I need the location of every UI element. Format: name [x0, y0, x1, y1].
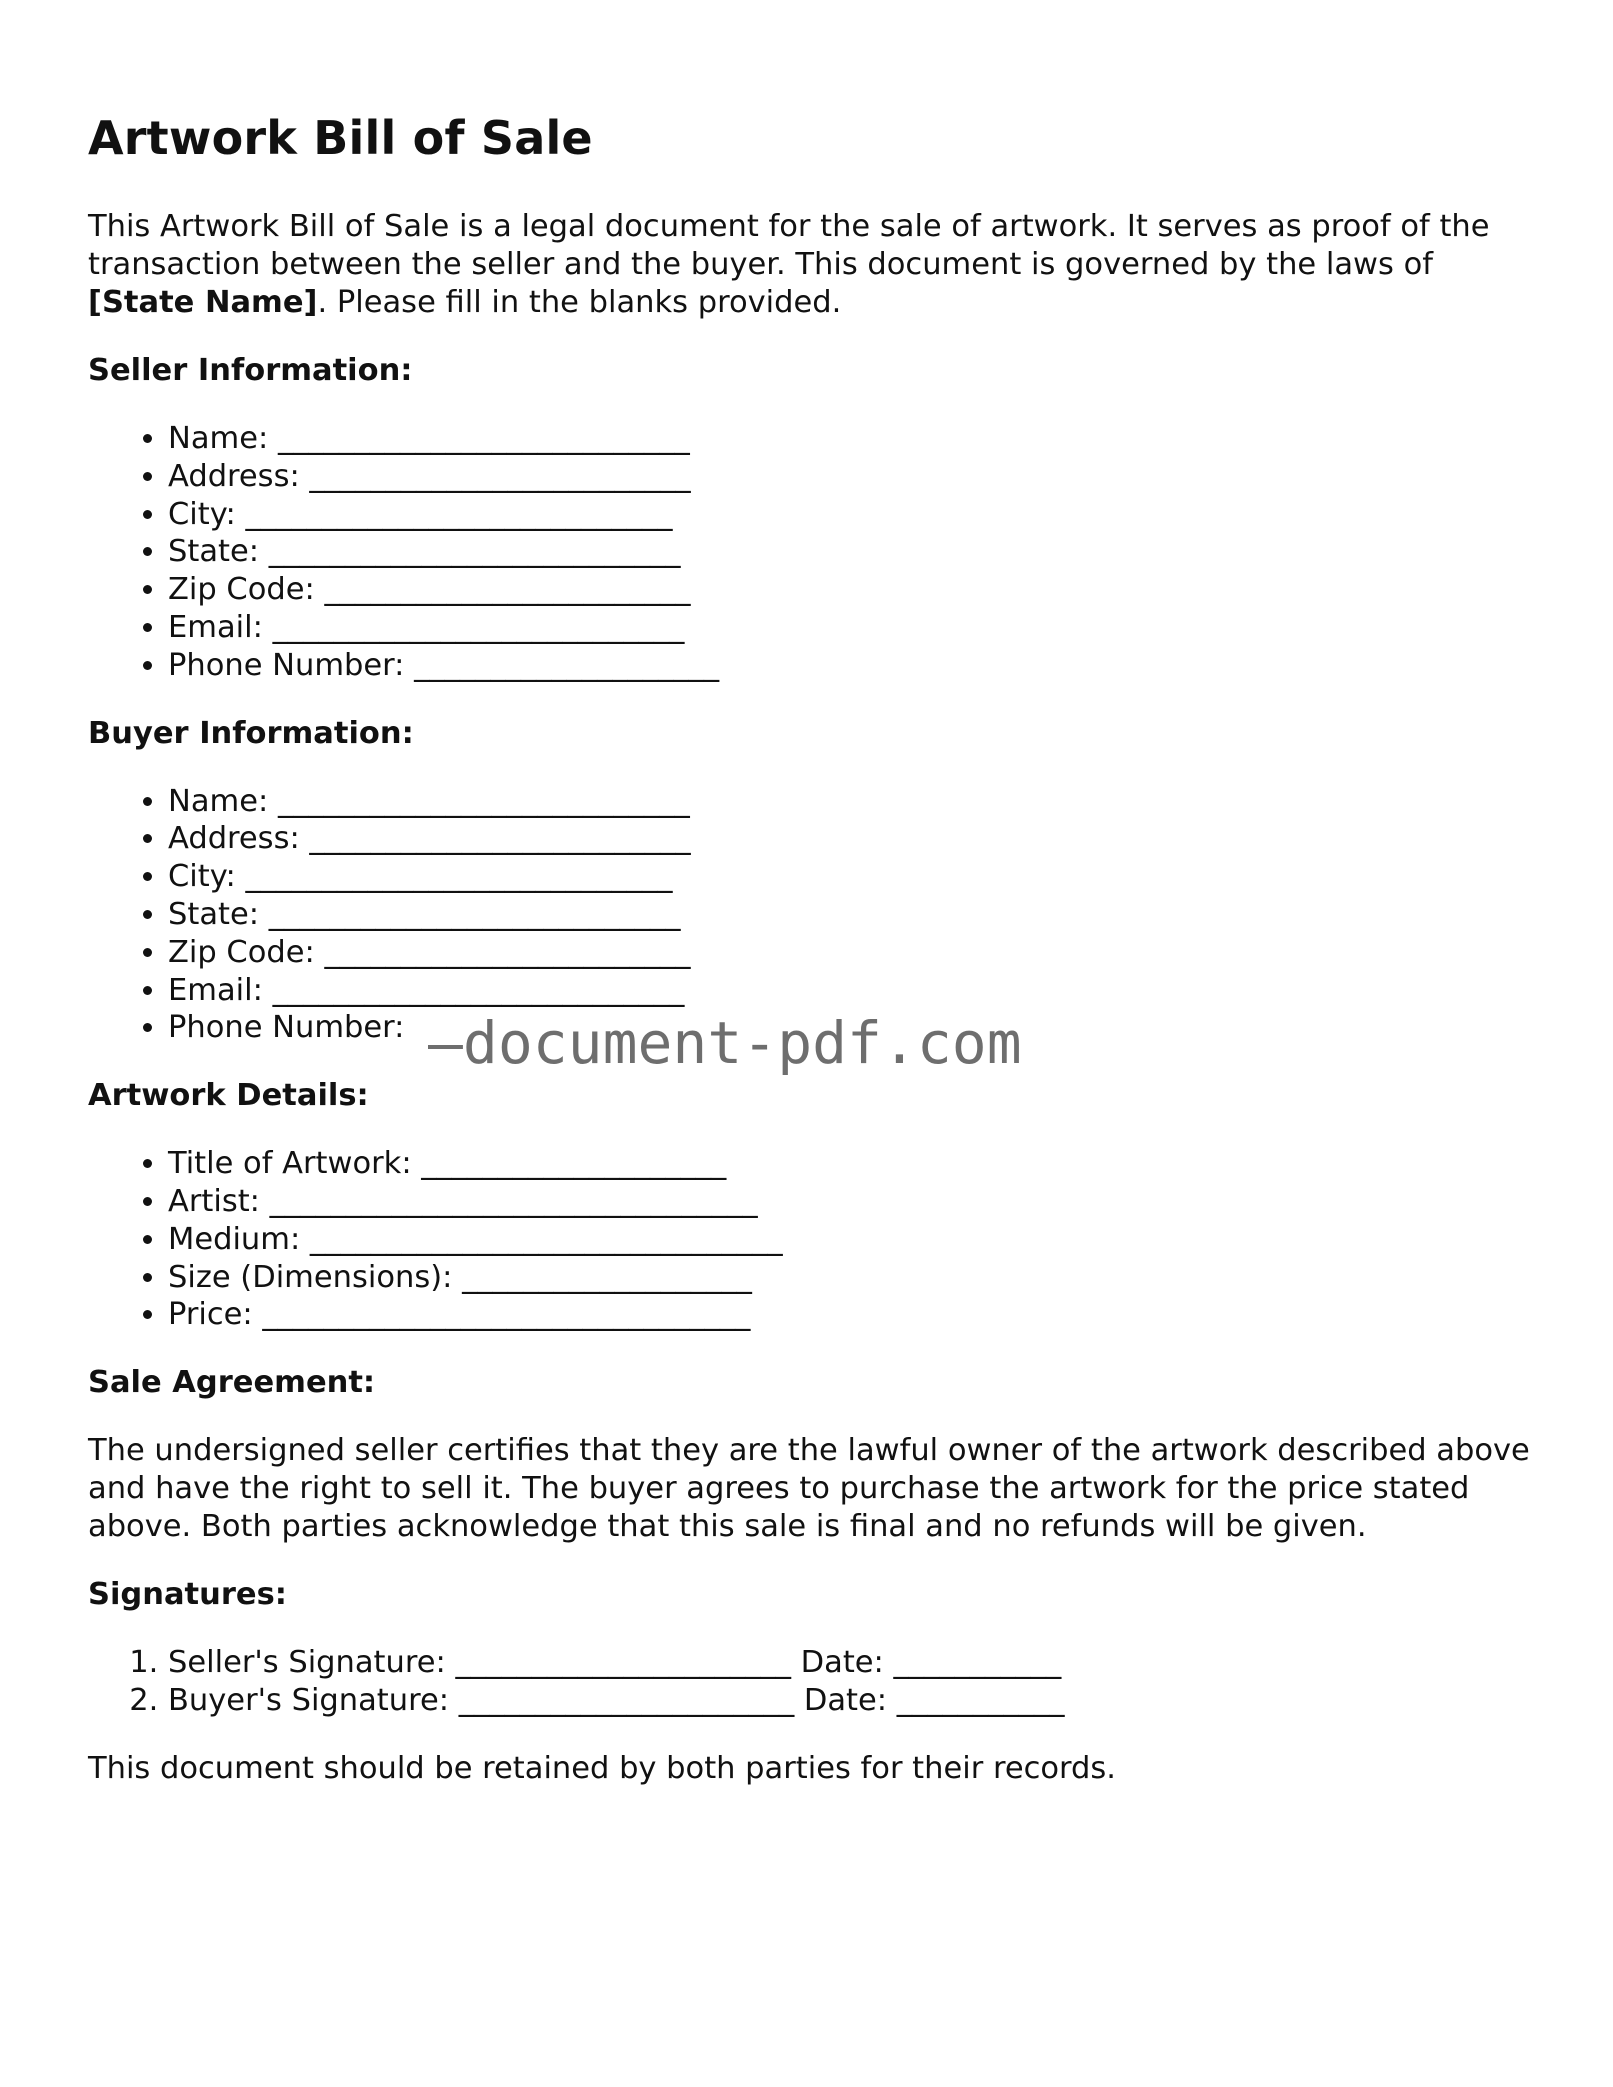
buyer-state-field[interactable]: • State: ___________________________	[168, 896, 1538, 934]
buyer-zip-field[interactable]: • Zip Code: ________________________	[168, 934, 1538, 972]
artwork-price-field[interactable]: • Price: ________________________________	[168, 1296, 1538, 1334]
seller-address-field[interactable]: • Address: _________________________	[168, 458, 1538, 496]
seller-name-field[interactable]: • Name: ___________________________	[168, 420, 1538, 458]
seller-heading: Seller Information:	[88, 353, 413, 388]
buyer-name-field[interactable]: • Name: ___________________________	[168, 783, 1538, 821]
agreement-text: The undersigned seller certifies that they are the lawful owner of the artwork described above and have the right to sell it. The buyer agrees to purchase the artwork for the price stated above. Both parties acknowledge that this sale is final and no refunds will be given.	[88, 1433, 1530, 1545]
seller-signature-line[interactable]: 1. Seller's Signature: ______________________ Date: ___________	[168, 1644, 1538, 1682]
closing-note: This document should be retained by both parties for their records.	[88, 1750, 1116, 1786]
buyer-address-field[interactable]: • Address: _________________________	[168, 820, 1538, 858]
signatures-heading: Signatures:	[88, 1577, 287, 1613]
intro-text-2: . Please fill in the blanks provided.	[317, 285, 842, 320]
buyer-fields-list	[88, 783, 1538, 1048]
document-page	[88, 108, 1538, 1818]
buyer-city-field[interactable]: • City: ____________________________	[168, 858, 1538, 896]
page-title: Artwork Bill of Sale	[88, 111, 593, 165]
seller-email-field[interactable]: • Email: ___________________________	[168, 609, 1538, 647]
buyer-signature-line[interactable]: 2. Buyer's Signature: ______________________ Date: ___________	[168, 1682, 1538, 1720]
signatures-list	[88, 1644, 1538, 1720]
buyer-email-field[interactable]: • Email: ___________________________	[168, 972, 1538, 1010]
artwork-title-field[interactable]: • Title of Artwork: ____________________	[168, 1145, 1538, 1183]
artwork-heading: Artwork Details:	[88, 1078, 369, 1114]
artwork-size-field[interactable]: • Size (Dimensions): ___________________	[168, 1259, 1538, 1297]
seller-zip-field[interactable]: • Zip Code: ________________________	[168, 571, 1538, 609]
intro-paragraph	[88, 208, 1538, 322]
seller-city-field[interactable]: • City: ____________________________	[168, 496, 1538, 534]
watermark: —document-pdf.com	[428, 1009, 1022, 1077]
buyer-heading: Buyer Information:	[88, 715, 414, 751]
seller-fields-list	[88, 420, 1538, 685]
agreement-heading: Sale Agreement:	[88, 1365, 376, 1401]
seller-phone-field[interactable]: • Phone Number: ____________________	[168, 647, 1538, 685]
buyer-phone-field[interactable]: • Phone Number:	[168, 1009, 1538, 1047]
artwork-artist-field[interactable]: • Artist: ________________________________	[168, 1183, 1538, 1221]
artwork-medium-field[interactable]: • Medium: _______________________________	[168, 1221, 1538, 1259]
intro-text-1: This Artwork Bill of Sale is a legal document for the sale of artwork. It serves as proof of the transaction between the seller and the buyer. This document is governed by the laws of	[88, 209, 1490, 282]
artwork-fields-list	[88, 1145, 1538, 1334]
seller-state-field[interactable]: • State: ___________________________	[168, 533, 1538, 571]
state-name-placeholder: [State Name]	[88, 285, 318, 320]
